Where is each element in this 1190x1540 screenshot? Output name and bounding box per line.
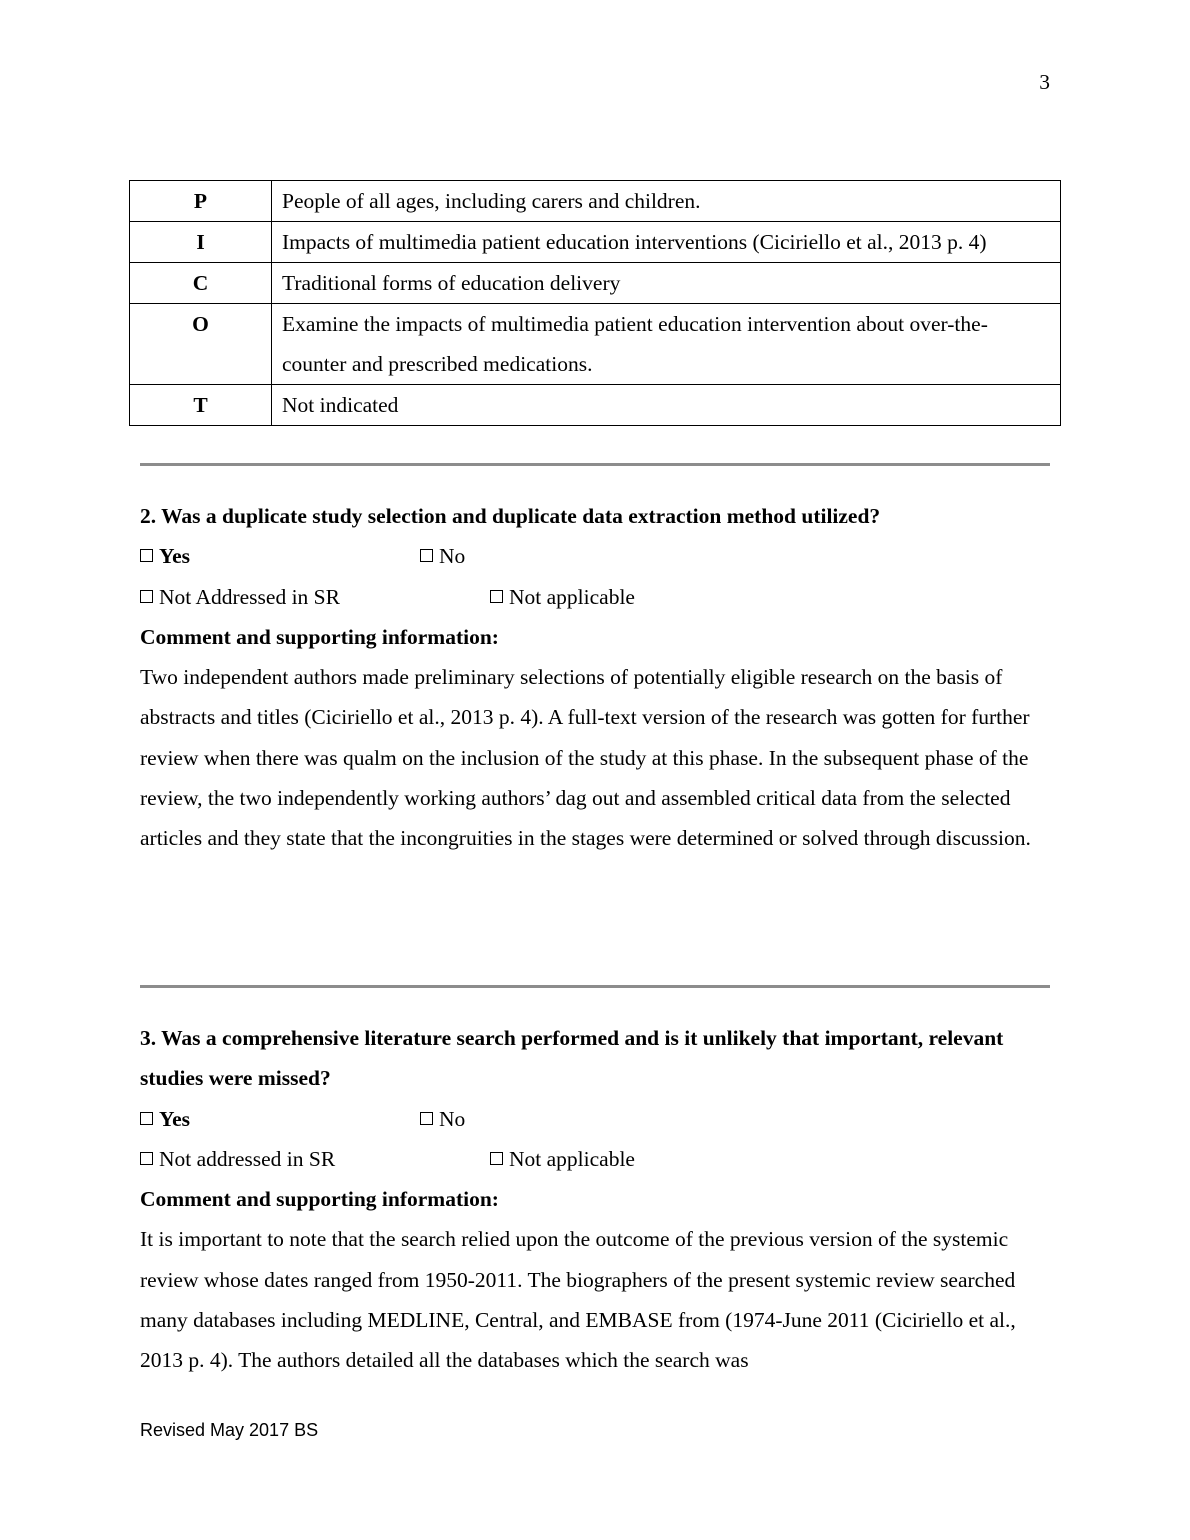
checkbox-icon xyxy=(140,590,153,603)
no-checkbox[interactable] xyxy=(420,536,465,576)
pico-text: Not indicated xyxy=(272,385,1061,426)
pico-key: T xyxy=(130,385,272,426)
table-row xyxy=(130,222,1061,263)
not-applicable-checkbox[interactable] xyxy=(490,577,635,617)
checkbox-icon xyxy=(420,549,433,562)
yes-label: Yes xyxy=(159,544,191,569)
pico-table xyxy=(129,180,1061,426)
question-3-section xyxy=(140,1018,1055,1381)
answer-row xyxy=(140,577,1055,617)
pico-key: O xyxy=(130,304,272,385)
table-row xyxy=(130,385,1061,426)
footer-text: Revised May 2017 BS xyxy=(140,1420,319,1440)
answer-row xyxy=(140,536,1055,576)
comment-text: It is important to note that the search relied upon the outcome of the previous version of the systemic review whose dates ranged from 1950-2011. The biographers of the present systemic review searched many databases including MEDLINE, Central, and EMBASE from (1974-June 2011 (Ciciriello et al., 2013 p. 4). The authors detailed all the databases which the search was xyxy=(140,1227,1016,1373)
checkbox-icon xyxy=(140,549,153,562)
yes-label: Yes xyxy=(159,1106,191,1131)
yes-checkbox[interactable] xyxy=(140,536,190,576)
not-addressed-checkbox[interactable] xyxy=(140,577,340,617)
section-divider xyxy=(140,985,1050,988)
pico-text: Impacts of multimedia patient education interventions (Ciciriello et al., 2013 p. 4) xyxy=(272,222,1061,263)
table-row xyxy=(130,181,1061,222)
comment-label: Comment and supporting information: xyxy=(140,1187,499,1212)
not-addressed-label: Not addressed in SR xyxy=(159,1146,336,1171)
table-row xyxy=(130,304,1061,385)
no-label: No xyxy=(439,544,466,569)
not-addressed-label: Not Addressed in SR xyxy=(159,584,340,609)
question-2-section xyxy=(140,496,1055,859)
question-2-title: 2. Was a duplicate study selection and duplicate data extraction method utilized? xyxy=(140,504,881,528)
pico-key: C xyxy=(130,263,272,304)
answer-row xyxy=(140,1139,1055,1179)
pico-text: People of all ages, including carers and children. xyxy=(272,181,1061,222)
not-applicable-checkbox[interactable] xyxy=(490,1139,635,1179)
no-label: No xyxy=(439,1106,466,1131)
comment-label: Comment and supporting information: xyxy=(140,624,499,649)
checkbox-icon xyxy=(140,1152,153,1165)
pico-text: Traditional forms of education delivery xyxy=(272,263,1061,304)
comment-text: Two independent authors made preliminary selections of potentially eligible research on the basis of abstracts and titles (Ciciriello et al., 2013 p. 4). A full-text version of the research was gotten for further review when there was qualm on the inclusion of the study at this phase. In the subsequent phase of the review, the two independently working authors’ dag out and assembled critical data from the selected articles and they state that the incongruities in the stages were determined or solved through discussion. xyxy=(140,665,1031,851)
not-applicable-label: Not applicable xyxy=(509,1146,635,1171)
section-divider xyxy=(140,463,1050,466)
checkbox-icon xyxy=(490,1152,503,1165)
checkbox-icon xyxy=(420,1112,433,1125)
table-row xyxy=(130,263,1061,304)
no-checkbox[interactable] xyxy=(420,1099,465,1139)
checkbox-icon xyxy=(140,1112,153,1125)
question-3-title: 3. Was a comprehensive literature search performed and is it unlikely that important, relevant studies were missed? xyxy=(140,1026,1004,1091)
pico-key: P xyxy=(130,181,272,222)
pico-key: I xyxy=(130,222,272,263)
not-applicable-label: Not applicable xyxy=(509,584,635,609)
page-number: 3 xyxy=(1039,70,1050,94)
pico-text: Examine the impacts of multimedia patient education intervention about over-the-counter and prescribed medications. xyxy=(272,304,1061,385)
checkbox-icon xyxy=(490,590,503,603)
not-addressed-checkbox[interactable] xyxy=(140,1139,335,1179)
yes-checkbox[interactable] xyxy=(140,1099,190,1139)
answer-row xyxy=(140,1099,1055,1139)
